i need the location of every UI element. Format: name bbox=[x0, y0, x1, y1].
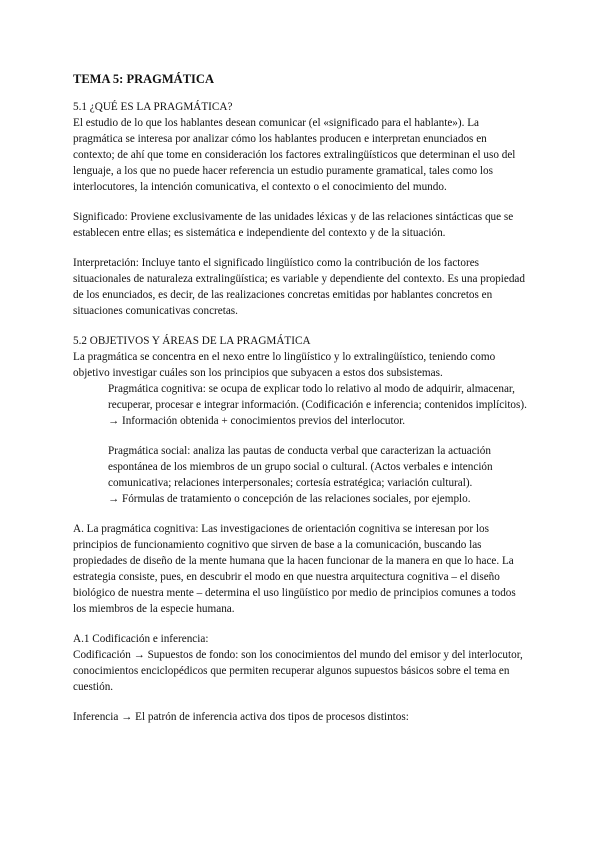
section-5-2-heading: 5.2 OBJETIVOS Y ÁREAS DE LA PRAGMÁTICA bbox=[73, 335, 311, 347]
section-5-1-intro: El estudio de lo que los hablantes desean comunicar (el «significado para el hablante»). La pragmática se interesa por analizar cómo los hablantes producen e interpretan enunciados en contexto; de ahí que tome en consideración los factores extralingüísticos que determinan el uso del lenguaje, a los que no puede hacer referencia un estudio puramente gramatical, tales como los interlocutores, la intención comunicativa, el contexto o el conocimiento del mundo. bbox=[73, 117, 516, 193]
pragmatica-social-block bbox=[108, 443, 528, 507]
section-a-1-heading: A.1 Codificación e inferencia: bbox=[73, 633, 209, 645]
section-a-paragraph: A. La pragmática cognitiva: Las investigaciones de orientación cognitiva se interesan por los principios de funcionamiento cognitivo que sirven de base a la comunicación, buscando las propiedades de diseño de la mente humana que la hacen funcionar de la manera en que lo hace. La estrategia consiste, pues, en descubrir el modo en que nuestra arquitectura cognitiva – el diseño biológico de nuestra mente – determina el uso lingüístico por medio de principios comunes a todos los miembros de la especie humana. bbox=[73, 523, 516, 615]
codificacion-paragraph: Codificación → Supuestos de fondo: son los conocimientos del mundo del emisor y del interlocutor, conocimientos enciclopédicos que permiten recuperar algunos supuestos básicos sobre el tema en cuestión. bbox=[73, 649, 523, 693]
section-5-2-intro: La pragmática se concentra en el nexo entre lo lingüístico y lo extralingüístico, teniendo como objetivo investigar cuáles son los principios que subyacen a estos dos subsistemas. bbox=[73, 351, 496, 379]
document-body bbox=[73, 71, 528, 725]
pragmatica-cognitiva-text: Pragmática cognitiva: se ocupa de explicar todo lo relativo al modo de adquirir, almacenar, recuperar, procesar e integrar información. (Codificación e inferencia; contenidos implícitos). bbox=[108, 383, 527, 411]
section-a-1 bbox=[73, 631, 528, 725]
pragmatica-cognitiva-block bbox=[108, 381, 528, 429]
inferencia-paragraph: Inferencia → El patrón de inferencia activa dos tipos de procesos distintos: bbox=[73, 711, 409, 723]
significado-paragraph: Significado: Proviene exclusivamente de las unidades léxicas y de las relaciones sintácticas que se establecen entre ellas; es sistemática e independiente del contexto y de la situación. bbox=[73, 211, 514, 239]
pragmatica-social-text: Pragmática social: analiza las pautas de conducta verbal que caracterizan la actuación espontánea de los miembros de un grupo social o cultural. (Actos verbales e intención comunicativa; relaciones interpersonales; cortesía estratégica; variación cultural). bbox=[108, 445, 493, 489]
interpretacion-paragraph: Interpretación: Incluye tanto el significado lingüístico como la contribución de los factores situacionales de naturaleza extralingüística; es variable y dependiente del contexto. Es una propiedad de los enunciados, es decir, de las realizaciones concretas emitidas por hablantes concretos en situaciones comunicativas concretas. bbox=[73, 257, 525, 317]
section-5-1 bbox=[73, 99, 528, 319]
document-title: TEMA 5: PRAGMÁTICA bbox=[73, 72, 214, 86]
section-5-1-heading: 5.1 ¿QUÉ ES LA PRAGMÁTICA? bbox=[73, 101, 233, 113]
pragmatica-cognitiva-arrow: → Información obtenida + conocimientos previos del interlocutor. bbox=[108, 415, 406, 427]
section-5-2 bbox=[73, 333, 528, 507]
pragmatica-social-arrow: → Fórmulas de tratamiento o concepción de las relaciones sociales, por ejemplo. bbox=[108, 493, 471, 505]
